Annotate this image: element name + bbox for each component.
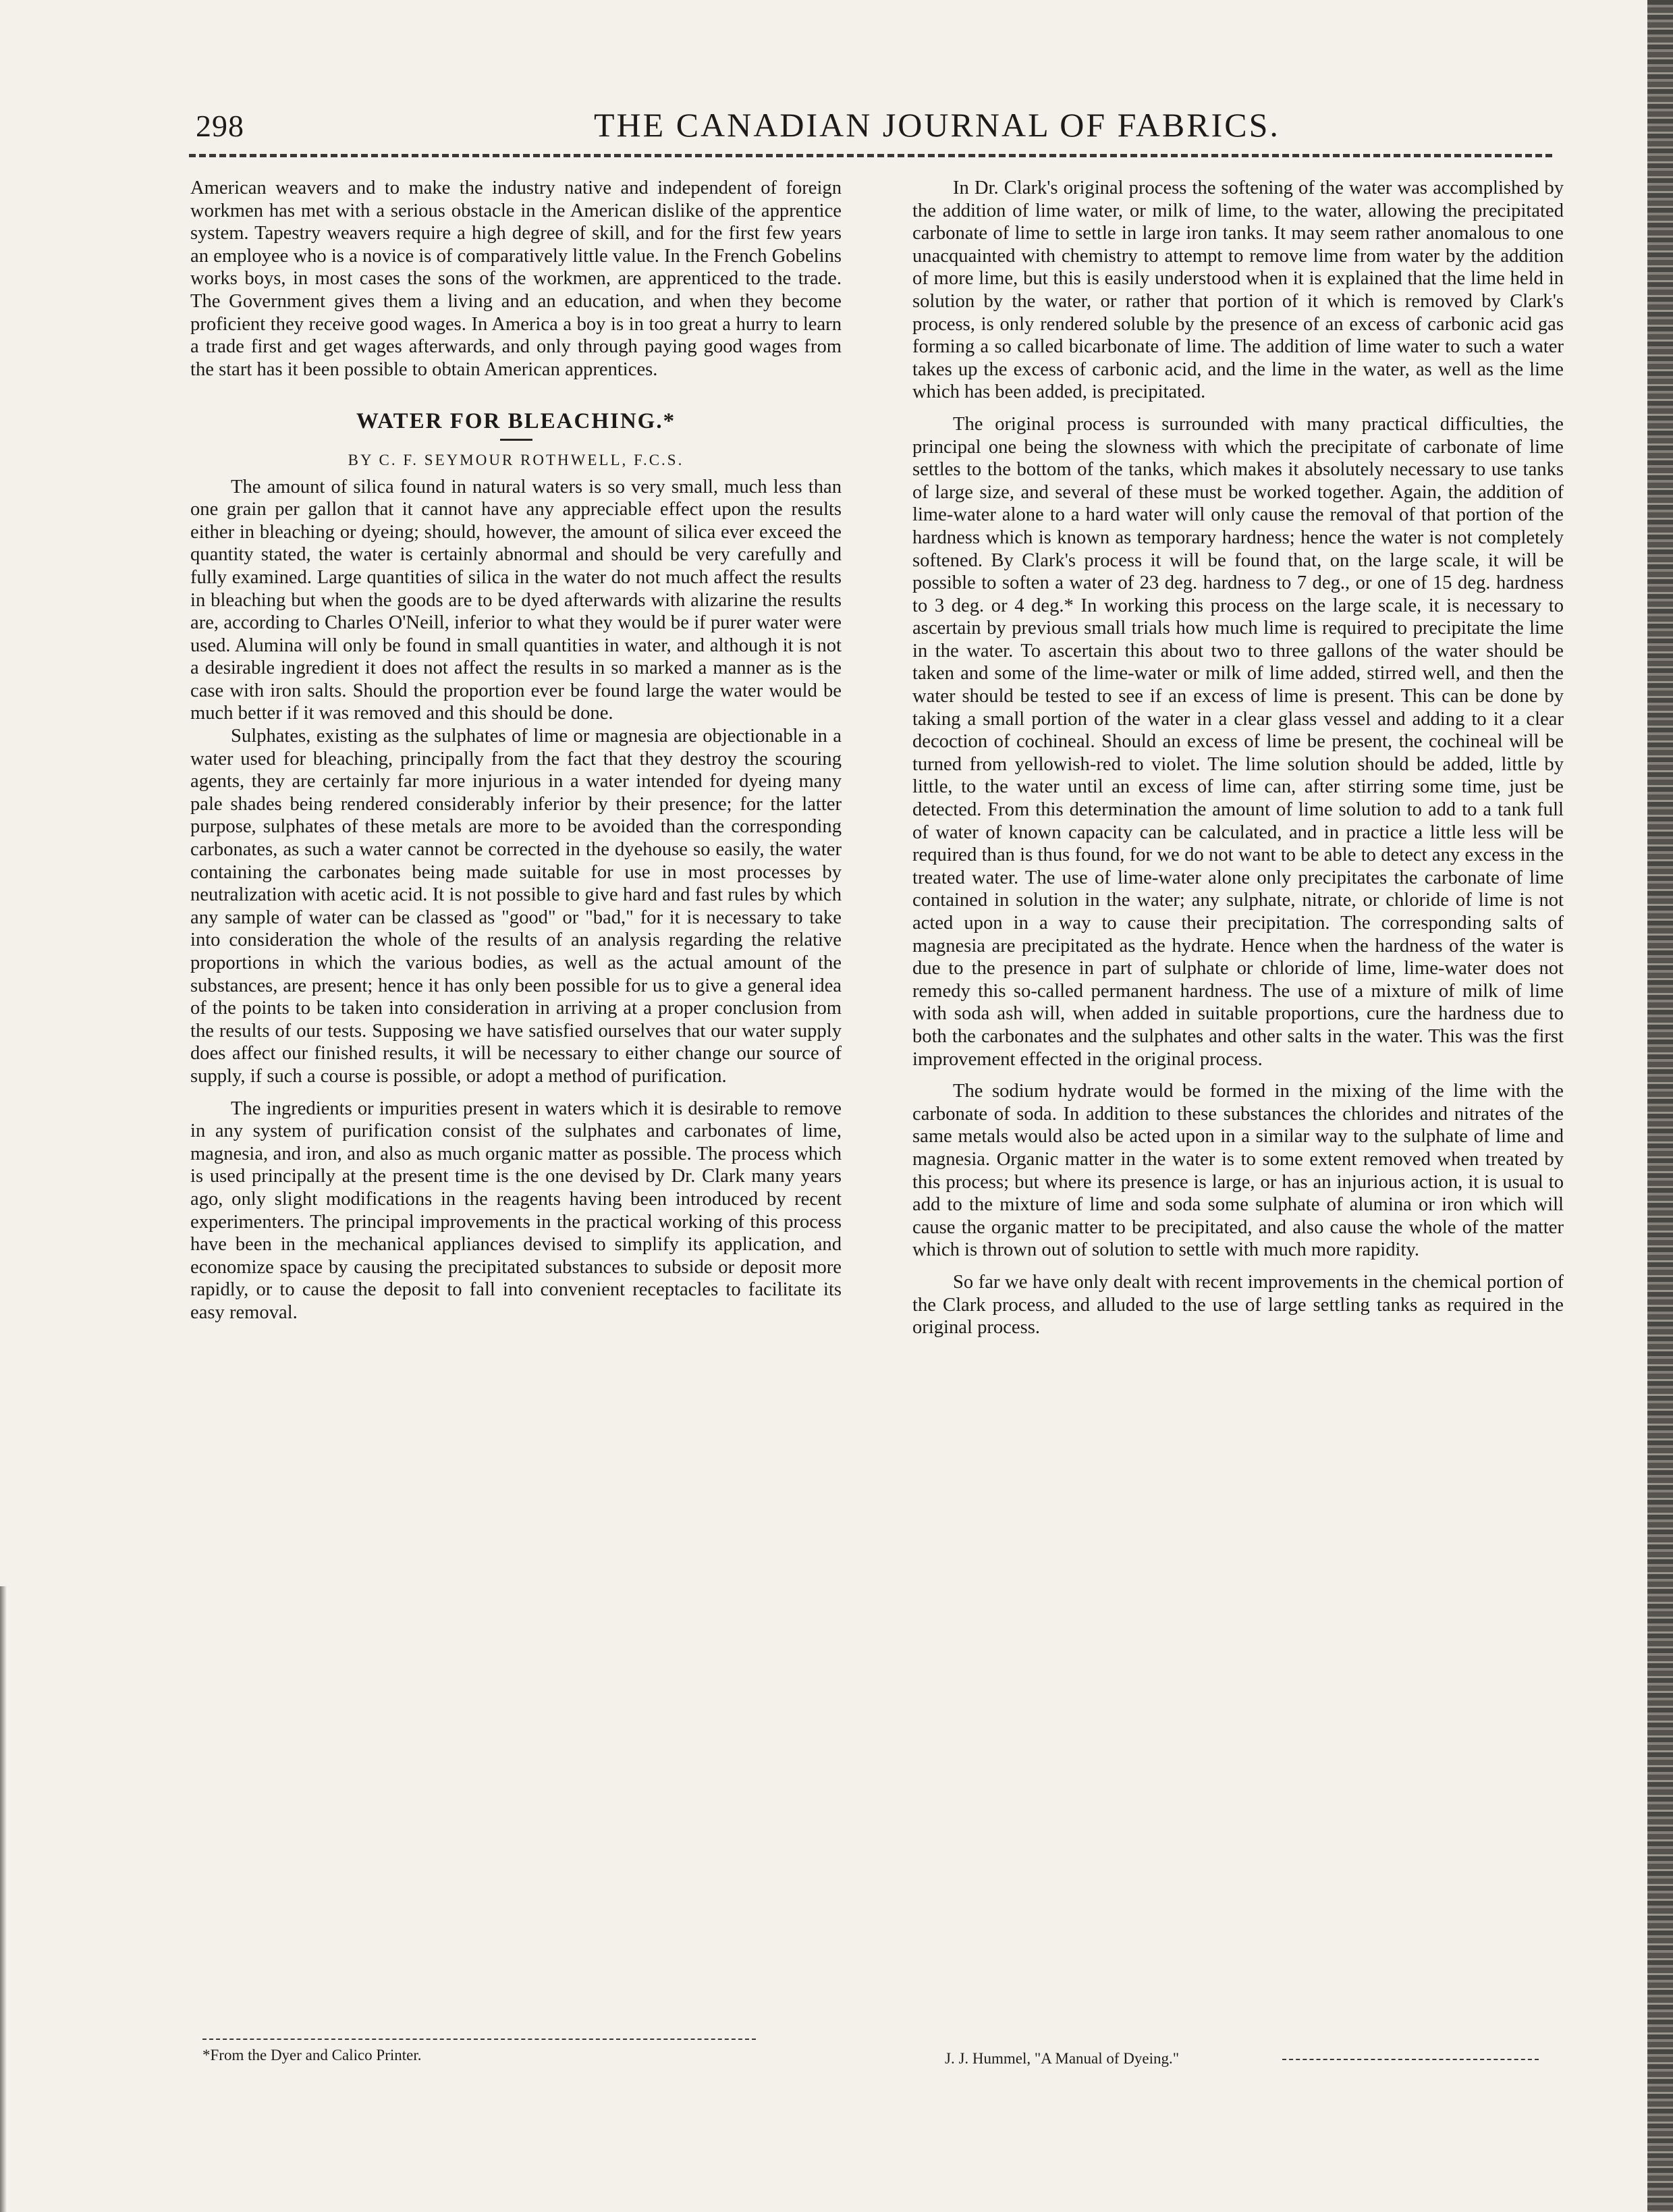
left-column — [190, 177, 842, 1324]
body-paragraph: The sodium hydrate would be formed in the mixing of the lime with the carbonate of soda. In addition to these substances the chlorides and nitrates of the same metals would also be acted upon in a similar way to the sulphate of lime and magnesia. Organic matter in the water is to some extent removed when treated by this process; but where its presence is large, or has an injurious action, it is usual to add to the mixture of lime and soda some sulphate of alumina or iron which will cause the organic matter to be precipitated, and also cause the whole of the matter which is thrown out of solution to settle with much more rapidity. — [912, 1081, 1564, 1261]
article-byline: BY C. F. SEYMOUR ROTHWELL, F.C.S. — [348, 451, 684, 468]
body-paragraph: Sulphates, existing as the sulphates of lime or magnesia are objectionable in a water used for bleaching, principally from the fact that they destroy the scouring agents, they are certainly far more injurious in a water intended for dyeing many pale shades being rendered considerably inferior by their presence; for the latter purpose, sulphates of these metals are more to be avoided than the corresponding carbonates, as such a water cannot be corrected in the dyehouse so easily, the water containing the carbonates being made suitable for use in most processes by neutralization with acetic acid. It is not possible to give hard and fast rules by which any sample of water can be classed as "good" or "bad," for it is necessary to take into consideration the whole of the results of an analysis regarding the relative proportions in which the various bodies, as well as the actual amount of the substances, are present; hence it has only been possible for us to give a general idea of the points to be taken into consideration in arriving at a proper conclusion from the results of our tests. Supposing we have satisfied ourselves that our water supply does affect our finished results, it will be necessary to either change our source of supply, if such a course is possible, or adopt a method of purification. — [190, 726, 842, 1087]
journal-title: THE CANADIAN JOURNAL OF FABRICS. — [594, 106, 1280, 144]
footnote-reference: J. J. Hummel, "A Manual of Dyeing." — [945, 2050, 1180, 2067]
body-paragraph: So far we have only dealt with recent improvements in the chemical portion of the Clark process, and alluded to the use of large settling tanks as required in the original process. — [912, 1271, 1564, 1339]
body-paragraph: The ingredients or impurities present in waters which it is desirable to remove in any system of purification consist of the sulphates and carbonates of lime, magnesia, and iron, and also as much organic matter as possible. The process which is used principally at the present time is the one devised by Dr. Clark many years ago, only slight modifications in the reagents having been introduced by recent experimenters. The principal improvements in the practical working of this process have been in the mechanical appliances devised to simplify its application, and economize space by causing the precipitated substances to subside or deposit more rapidly, or to cause the deposit to fall into convenient receptacles to facilitate its easy removal. — [190, 1098, 842, 1323]
right-column — [912, 177, 1564, 1339]
footnote-rule — [202, 2039, 756, 2040]
title-rule — [500, 439, 532, 441]
header-rule — [189, 154, 1552, 157]
body-paragraph: The amount of silica found in natural waters is so very small, much less than one grain per gallon that it cannot have any appreciable effect upon the results either in bleaching or dyeing; should, however, the amount of silica ever exceed the quantity stated, the water is certainly abnormal and should be very carefully and fully examined. Large quantities of silica in the water do not much affect the results in bleaching but when the goods are to be dyed afterwards with alizarine the results are, according to Charles O'Neill, inferior to what they would be if purer water were used. Alumina will only be found in small quantities in water, and although it is not a desirable ingredient it does not affect the results in so marked a manner as is the case with iron salts. Should the proportion ever be found large the water would be much better if it was removed and this should be done. — [190, 476, 842, 724]
page-number: 298 — [196, 109, 244, 143]
article-title: WATER FOR BLEACHING.* — [356, 409, 676, 434]
body-paragraph: The original process is surrounded with many practical difficulties, the principal one being the slowness with which the precipitate of carbonate of lime settles to the bottom of the tanks, which makes it absolutely necessary to use tanks of large size, and several of these must be worked together. Again, the addition of lime-water alone to a hard water will only cause the removal of that portion of the hardness which is known as temporary hardness; hence the water is not completely softened. By Clark's process it will be found that, on the large scale, it will be possible to soften a water of 23 deg. hardness to 7 deg., or one of 15 deg. hardness to 3 deg. or 4 deg.* In working this process on the large scale, it is necessary to ascertain by previous small trials how much lime is required to precipitate the lime in the water. To ascertain this about two to three gallons of the water should be taken and some of the lime-water or milk of lime added, stirred well, and then the water should be tested to see if an excess of lime is present. This can be done by taking a small portion of the water in a clear glass vessel and adding to it a clear decoction of cochineal. Should an excess of lime be present, the cochineal will be turned from yellowish-red to violet. The lime solution should be added, little by little, to the water until an excess of lime can, after stirring some time, just be detected. From this determination the amount of lime solution to add to a tank full of water of known capacity can be calculated, and in practice a little less will be required than is thus found, for we do not want to be able to detect any excess in the treated water. The use of lime-water alone only precipitates the carbonate of lime contained in solution in the water; any sulphate, nitrate, or chloride of lime is not acted upon in a way to cause their precipitation. The corresponding salts of magnesia are precipitated as the hydrate. Hence when the hardness of the water is due to the presence in part of sulphate or chloride of lime, lime-water does not remedy this so-called permanent hardness. The use of a mixture of milk of lime with soda ash will, when added in suitable proportions, cure the hardness due to both the carbonates and the sulphates and other salts in the water. This was the first improvement effected in the original process. — [912, 413, 1564, 1070]
scanned-page-edge — [1647, 0, 1673, 2212]
intro-paragraph: American weavers and to make the industry native and independent of foreign workmen has met with a serious obstacle in the American dislike of the apprentice system. Tapestry weavers require a high degree of skill, and for the first few years an employee who is a novice is of comparatively little value. In the French Gobelins works boys, in most cases the sons of the workmen, are apprenticed to the trade. The Government gives them a living and an education, and when they become proficient they receive good wages. In America a boy is in too great a hurry to learn a trade first and get wages afterwards, and only through paying good wages from the start has it been possible to obtain American apprentices. — [190, 178, 842, 380]
scanned-left-edge — [0, 1586, 7, 2212]
footnote-source: *From the Dyer and Calico Printer. — [202, 2047, 422, 2063]
body-paragraph: In Dr. Clark's original process the softening of the water was accomplished by the addition of lime water, or milk of lime, to the water, allowing the precipitated carbonate of lime to settle in large iron tanks. It may seem rather anomalous to one unacquainted with chemistry to attempt to remove lime from water by the addition of more lime, but this is easily understood when it is explained that the lime held in solution by the water, or rather that portion of it which is removed by Clark's process, is only rendered soluble by the presence of an excess of carbonic acid gas forming a so called bicarbonate of lime. The addition of lime water to such a water takes up the excess of carbonic acid, and the lime in the water, as well as the lime which has been added, is precipitated. — [912, 178, 1564, 403]
footnote-rule — [1282, 2059, 1539, 2060]
